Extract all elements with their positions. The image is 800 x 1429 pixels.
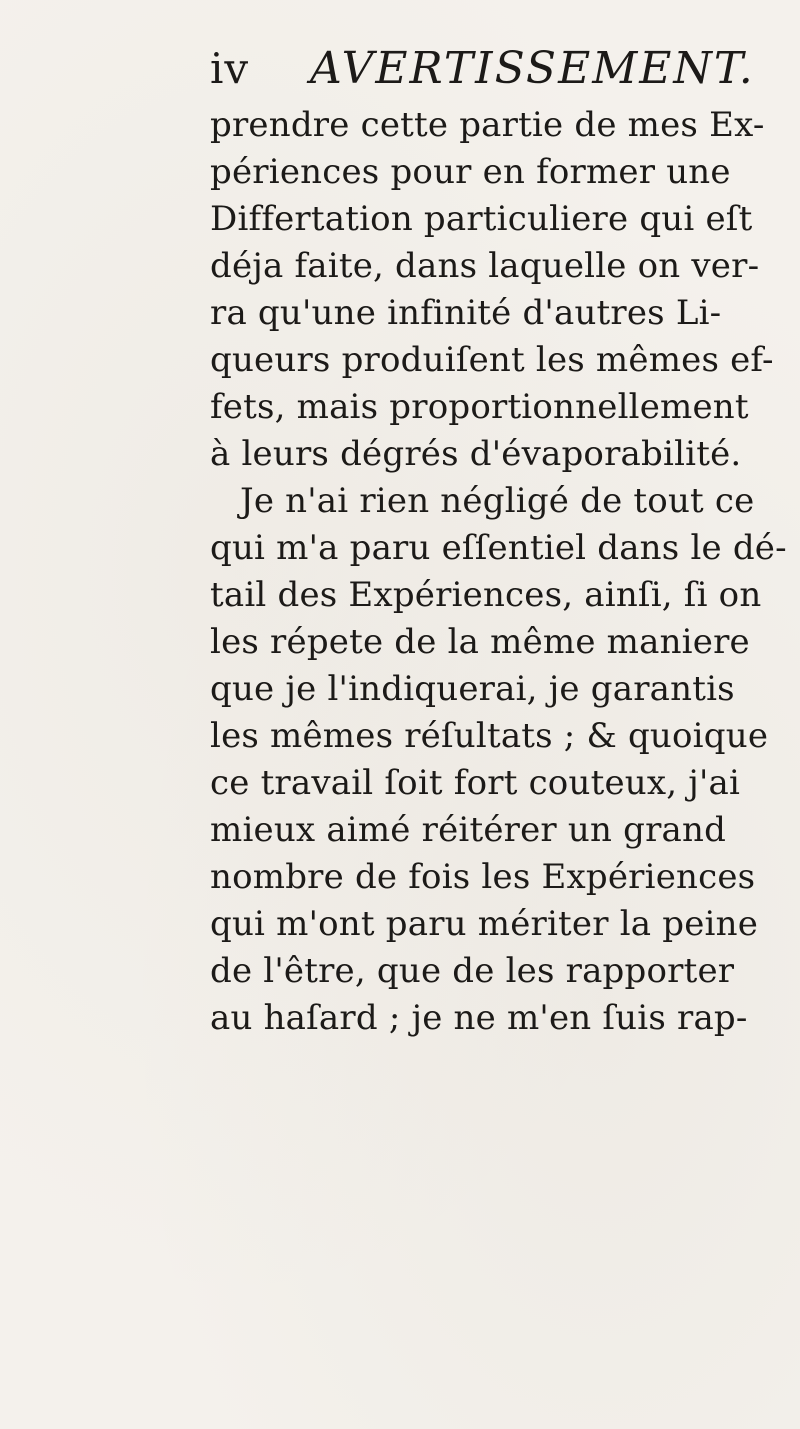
- page-number: iv: [210, 44, 250, 93]
- text-line: périences pour en former une: [210, 152, 731, 192]
- body-text: [210, 102, 790, 1042]
- text-line: déja faite, dans laquelle on ver-: [210, 246, 760, 286]
- text-line: de l'être, que de les rapporter: [210, 951, 735, 991]
- text-line: que je l'indiquerai, je garantis: [210, 669, 735, 709]
- text-line: au haſard ; je ne m'en ſuis rap-: [210, 998, 748, 1038]
- text-line: les répete de la même maniere: [210, 622, 750, 662]
- text-line: fets, mais proportionnellement: [210, 387, 749, 427]
- text-line: mieux aimé réitérer un grand: [210, 810, 727, 850]
- text-line: qui m'ont paru mériter la peine: [210, 904, 759, 944]
- page-header: [210, 38, 770, 98]
- text-line: tail des Expériences, ainſi, ſi on: [210, 575, 762, 615]
- text-line: nombre de fois les Expériences: [210, 857, 756, 897]
- text-line: ce travail ſoit fort couteux, j'ai: [210, 763, 741, 803]
- text-line: qui m'a paru eſſentiel dans le dé-: [210, 528, 787, 568]
- text-line: queurs produiſent les mêmes ef-: [210, 340, 774, 380]
- text-line: ra qu'une infinité d'autres Li-: [210, 293, 722, 333]
- text-line: à leurs dégrés d'évaporabilité.: [210, 434, 742, 474]
- text-line: Differtation particuliere qui eſt: [210, 199, 753, 239]
- running-title: AVERTISSEMENT.: [310, 43, 755, 94]
- text-line-paragraph-start: Je n'ai rien négligé de tout ce: [240, 481, 755, 521]
- text-line: prendre cette partie de mes Ex-: [210, 105, 765, 145]
- text-line: les mêmes réſultats ; & quoique: [210, 716, 769, 756]
